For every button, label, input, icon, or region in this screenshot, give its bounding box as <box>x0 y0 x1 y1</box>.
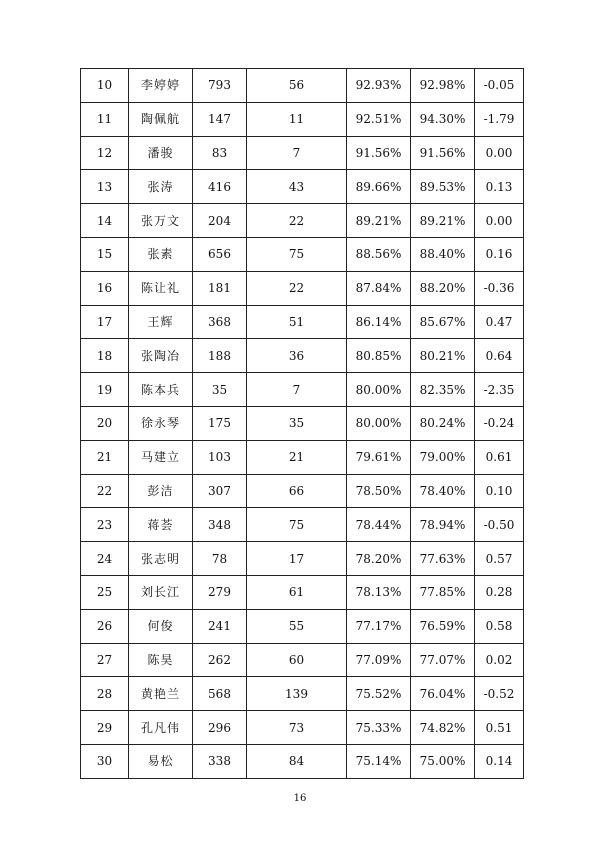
diff-cell: -1.79 <box>475 102 524 136</box>
rank-cell: 28 <box>81 677 129 711</box>
rank-cell: 15 <box>81 237 129 271</box>
diff-cell: 0.02 <box>475 643 524 677</box>
name-cell: 黄艳兰 <box>129 677 193 711</box>
name-cell: 张涛 <box>129 170 193 204</box>
count-cell: 51 <box>247 305 347 339</box>
rate-b-cell: 76.04% <box>411 677 475 711</box>
rank-cell: 29 <box>81 711 129 745</box>
table-row <box>81 373 524 407</box>
count-cell: 7 <box>247 136 347 170</box>
rank-cell: 14 <box>81 204 129 238</box>
total-cell: 793 <box>193 69 247 103</box>
diff-cell: 0.10 <box>475 474 524 508</box>
rank-cell: 18 <box>81 339 129 373</box>
count-cell: 61 <box>247 575 347 609</box>
table-row <box>81 609 524 643</box>
table-row <box>81 305 524 339</box>
count-cell: 22 <box>247 204 347 238</box>
total-cell: 296 <box>193 711 247 745</box>
rank-cell: 26 <box>81 609 129 643</box>
count-cell: 22 <box>247 271 347 305</box>
rank-cell: 12 <box>81 136 129 170</box>
rate-b-cell: 79.00% <box>411 440 475 474</box>
count-cell: 7 <box>247 373 347 407</box>
rate-a-cell: 91.56% <box>347 136 411 170</box>
diff-cell: -2.35 <box>475 373 524 407</box>
rate-b-cell: 85.67% <box>411 305 475 339</box>
name-cell: 何俊 <box>129 609 193 643</box>
total-cell: 83 <box>193 136 247 170</box>
rank-cell: 22 <box>81 474 129 508</box>
total-cell: 78 <box>193 542 247 576</box>
count-cell: 17 <box>247 542 347 576</box>
diff-cell: 0.64 <box>475 339 524 373</box>
name-cell: 陈本兵 <box>129 373 193 407</box>
total-cell: 262 <box>193 643 247 677</box>
table-row <box>81 711 524 745</box>
rank-cell: 17 <box>81 305 129 339</box>
diff-cell: 0.00 <box>475 136 524 170</box>
rate-b-cell: 75.00% <box>411 744 475 778</box>
rate-b-cell: 74.82% <box>411 711 475 745</box>
total-cell: 147 <box>193 102 247 136</box>
table-row <box>81 508 524 542</box>
rate-b-cell: 89.21% <box>411 204 475 238</box>
name-cell: 孔凡伟 <box>129 711 193 745</box>
total-cell: 568 <box>193 677 247 711</box>
total-cell: 204 <box>193 204 247 238</box>
rank-cell: 25 <box>81 575 129 609</box>
rate-a-cell: 89.21% <box>347 204 411 238</box>
page-number: 16 <box>293 793 307 804</box>
table-row <box>81 575 524 609</box>
table-row <box>81 136 524 170</box>
rate-a-cell: 78.13% <box>347 575 411 609</box>
count-cell: 55 <box>247 609 347 643</box>
table-row <box>81 677 524 711</box>
rank-cell: 11 <box>81 102 129 136</box>
count-cell: 21 <box>247 440 347 474</box>
rank-cell: 24 <box>81 542 129 576</box>
table-row <box>81 643 524 677</box>
rank-cell: 23 <box>81 508 129 542</box>
rank-cell: 30 <box>81 744 129 778</box>
diff-cell: 0.51 <box>475 711 524 745</box>
name-cell: 蒋荟 <box>129 508 193 542</box>
table-row <box>81 474 524 508</box>
count-cell: 75 <box>247 237 347 271</box>
diff-cell: -0.05 <box>475 69 524 103</box>
name-cell: 易松 <box>129 744 193 778</box>
total-cell: 103 <box>193 440 247 474</box>
name-cell: 陶佩航 <box>129 102 193 136</box>
count-cell: 73 <box>247 711 347 745</box>
diff-cell: -0.52 <box>475 677 524 711</box>
rate-b-cell: 77.85% <box>411 575 475 609</box>
rate-a-cell: 78.20% <box>347 542 411 576</box>
rate-a-cell: 92.93% <box>347 69 411 103</box>
rate-a-cell: 86.14% <box>347 305 411 339</box>
total-cell: 188 <box>193 339 247 373</box>
rank-cell: 10 <box>81 69 129 103</box>
rate-a-cell: 80.00% <box>347 373 411 407</box>
rate-b-cell: 80.21% <box>411 339 475 373</box>
rate-a-cell: 92.51% <box>347 102 411 136</box>
rate-b-cell: 89.53% <box>411 170 475 204</box>
name-cell: 陈让礼 <box>129 271 193 305</box>
diff-cell: 0.61 <box>475 440 524 474</box>
total-cell: 307 <box>193 474 247 508</box>
count-cell: 56 <box>247 69 347 103</box>
rank-cell: 20 <box>81 406 129 440</box>
rate-a-cell: 78.50% <box>347 474 411 508</box>
rate-a-cell: 77.09% <box>347 643 411 677</box>
table-row <box>81 744 524 778</box>
rate-b-cell: 88.20% <box>411 271 475 305</box>
rate-a-cell: 75.33% <box>347 711 411 745</box>
total-cell: 175 <box>193 406 247 440</box>
table-row <box>81 542 524 576</box>
table-row <box>81 339 524 373</box>
count-cell: 11 <box>247 102 347 136</box>
rate-b-cell: 82.35% <box>411 373 475 407</box>
name-cell: 李婷婷 <box>129 69 193 103</box>
table-row <box>81 102 524 136</box>
rate-b-cell: 78.94% <box>411 508 475 542</box>
count-cell: 66 <box>247 474 347 508</box>
table-row <box>81 170 524 204</box>
name-cell: 刘长江 <box>129 575 193 609</box>
rank-cell: 27 <box>81 643 129 677</box>
total-cell: 416 <box>193 170 247 204</box>
rate-b-cell: 76.59% <box>411 609 475 643</box>
count-cell: 75 <box>247 508 347 542</box>
rate-a-cell: 87.84% <box>347 271 411 305</box>
total-cell: 35 <box>193 373 247 407</box>
rate-b-cell: 88.40% <box>411 237 475 271</box>
table-row <box>81 237 524 271</box>
rate-b-cell: 77.63% <box>411 542 475 576</box>
rate-a-cell: 77.17% <box>347 609 411 643</box>
name-cell: 陈昊 <box>129 643 193 677</box>
name-cell: 潘骏 <box>129 136 193 170</box>
table-row <box>81 406 524 440</box>
table-body <box>81 69 524 779</box>
rate-b-cell: 92.98% <box>411 69 475 103</box>
total-cell: 368 <box>193 305 247 339</box>
rank-cell: 21 <box>81 440 129 474</box>
rate-a-cell: 80.00% <box>347 406 411 440</box>
total-cell: 348 <box>193 508 247 542</box>
total-cell: 279 <box>193 575 247 609</box>
table-row <box>81 69 524 103</box>
name-cell: 彭洁 <box>129 474 193 508</box>
name-cell: 徐永琴 <box>129 406 193 440</box>
rate-b-cell: 77.07% <box>411 643 475 677</box>
diff-cell: 0.58 <box>475 609 524 643</box>
count-cell: 60 <box>247 643 347 677</box>
name-cell: 张素 <box>129 237 193 271</box>
name-cell: 王辉 <box>129 305 193 339</box>
rate-a-cell: 78.44% <box>347 508 411 542</box>
table-row <box>81 440 524 474</box>
diff-cell: -0.24 <box>475 406 524 440</box>
ranking-table <box>80 68 524 779</box>
total-cell: 338 <box>193 744 247 778</box>
name-cell: 张万文 <box>129 204 193 238</box>
table-row <box>81 271 524 305</box>
rate-b-cell: 94.30% <box>411 102 475 136</box>
diff-cell: -0.50 <box>475 508 524 542</box>
diff-cell: 0.57 <box>475 542 524 576</box>
diff-cell: 0.13 <box>475 170 524 204</box>
count-cell: 43 <box>247 170 347 204</box>
rank-cell: 16 <box>81 271 129 305</box>
name-cell: 张陶冶 <box>129 339 193 373</box>
diff-cell: 0.16 <box>475 237 524 271</box>
rank-cell: 13 <box>81 170 129 204</box>
name-cell: 马建立 <box>129 440 193 474</box>
table-row <box>81 204 524 238</box>
count-cell: 84 <box>247 744 347 778</box>
total-cell: 241 <box>193 609 247 643</box>
diff-cell: 0.00 <box>475 204 524 238</box>
rate-a-cell: 75.14% <box>347 744 411 778</box>
rate-a-cell: 88.56% <box>347 237 411 271</box>
rate-b-cell: 78.40% <box>411 474 475 508</box>
rate-a-cell: 75.52% <box>347 677 411 711</box>
count-cell: 35 <box>247 406 347 440</box>
diff-cell: 0.28 <box>475 575 524 609</box>
rate-a-cell: 89.66% <box>347 170 411 204</box>
rate-a-cell: 79.61% <box>347 440 411 474</box>
total-cell: 656 <box>193 237 247 271</box>
rate-b-cell: 80.24% <box>411 406 475 440</box>
total-cell: 181 <box>193 271 247 305</box>
diff-cell: 0.14 <box>475 744 524 778</box>
count-cell: 139 <box>247 677 347 711</box>
rank-cell: 19 <box>81 373 129 407</box>
name-cell: 张志明 <box>129 542 193 576</box>
rate-b-cell: 91.56% <box>411 136 475 170</box>
diff-cell: -0.36 <box>475 271 524 305</box>
rate-a-cell: 80.85% <box>347 339 411 373</box>
count-cell: 36 <box>247 339 347 373</box>
diff-cell: 0.47 <box>475 305 524 339</box>
